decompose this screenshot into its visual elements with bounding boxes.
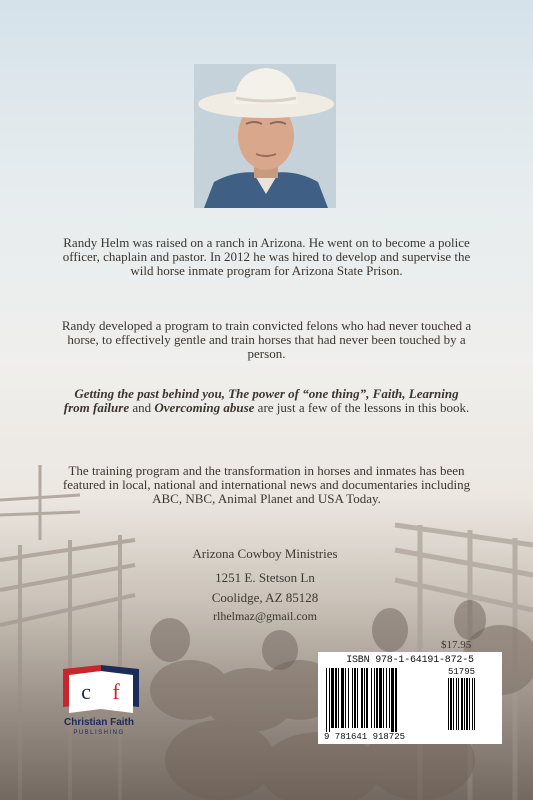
author-photo xyxy=(194,64,336,208)
media-paragraph: The training program and the transformation in horses and inmates has been featured in local, national and international news and documentaries including ABC, NBC, Animal Planet and USA Today. xyxy=(62,463,471,506)
contact-street: 1251 E. Stetson Ln xyxy=(215,570,315,585)
contact-city: Coolidge, AZ 85128 xyxy=(211,590,319,605)
contact-org: Arizona Cowboy Ministries xyxy=(192,546,338,561)
price-label: $17.95 xyxy=(441,639,472,651)
price-code: 51795 xyxy=(448,667,476,677)
lessons-and: and xyxy=(129,400,155,415)
logo-letter-c: c xyxy=(81,679,91,704)
contact-email: rlhelmaz@gmail.com xyxy=(212,609,317,623)
logo-letter-f: f xyxy=(112,679,120,704)
lessons-paragraph xyxy=(60,387,473,415)
author-bio: Randy Helm was raised on a ranch in Arizona. He went on to become a police officer, chaplain and pastor. In 2012 he was hired to develop and supervise the wild horse inmate program for Arizona State Prison. xyxy=(62,235,471,278)
publisher-name: Christian Faith xyxy=(63,717,134,728)
lessons-highlight-2: Overcoming abuse xyxy=(154,400,255,415)
isbn-barcode xyxy=(318,652,502,744)
isbn-number: ISBN 978-1-64191-872-5 xyxy=(346,655,474,666)
lessons-highlight-1: Getting the past behind you, The power of “one thing”, Faith, Learning from failure xyxy=(63,386,459,415)
barcode-bars xyxy=(318,652,502,744)
publisher-tagline: PUBLISHING xyxy=(73,730,125,736)
barcode-digits: 9 781641 918725 xyxy=(324,732,406,742)
program-description: Randy developed a program to train convicted felons who had never touched a horse, to effectively gentle and train horses that had never been touched by a person. xyxy=(61,318,472,361)
lessons-rest: are just a few of the lessons in this book. xyxy=(254,400,470,415)
